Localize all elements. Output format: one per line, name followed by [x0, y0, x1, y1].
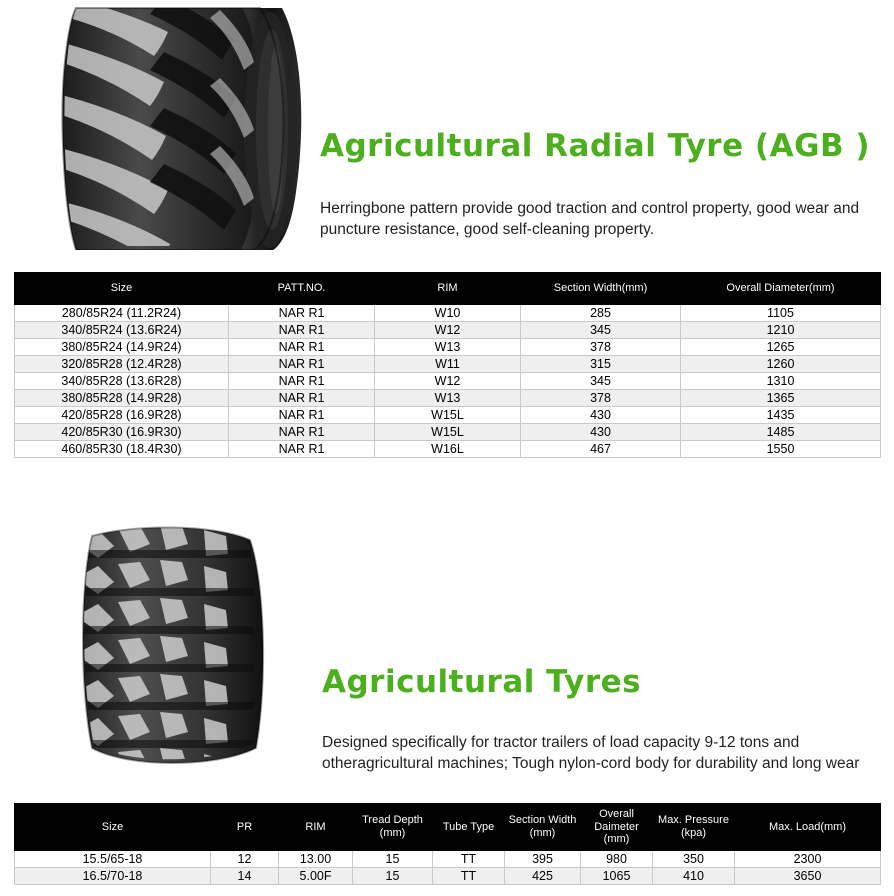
- cell-section-width: 430: [521, 424, 681, 441]
- cell-size: 15.5/65-18: [15, 850, 211, 867]
- cell-section-width: 378: [521, 390, 681, 407]
- cell-overall-diameter: 1105: [681, 305, 881, 322]
- cell-overall-diameter: 1550: [681, 441, 881, 458]
- cell-rim: W13: [375, 339, 521, 356]
- table-header-row: [15, 273, 881, 305]
- cell-size: 420/85R28 (16.9R28): [15, 407, 229, 424]
- cell-section-width: 378: [521, 339, 681, 356]
- cell-patt-no: NAR R1: [229, 407, 375, 424]
- table-row: [15, 356, 881, 373]
- col-max-load: Max. Load(mm): [735, 804, 881, 851]
- cell-size: 340/85R28 (13.6R28): [15, 373, 229, 390]
- cell-overall-diameter: 1435: [681, 407, 881, 424]
- cell-overall-diameter: 1265: [681, 339, 881, 356]
- cell-size: 280/85R24 (11.2R24): [15, 305, 229, 322]
- cell-pr: 12: [211, 850, 279, 867]
- cell-patt-no: NAR R1: [229, 373, 375, 390]
- cell-overall-diameter: 980: [581, 850, 653, 867]
- cell-section-width: 345: [521, 373, 681, 390]
- cell-max-load: 3650: [735, 867, 881, 884]
- table-row: [15, 373, 881, 390]
- cell-rim: W10: [375, 305, 521, 322]
- table-row: [15, 305, 881, 322]
- section-description-agb: Herringbone pattern provide good traction and control property, good wear and puncture resistance, good self-cleaning property.: [320, 200, 860, 239]
- table-row: [15, 424, 881, 441]
- col-tread-depth: Tread Depth (mm): [353, 804, 433, 851]
- col-rim: RIM: [279, 804, 353, 851]
- cell-rim: W12: [375, 322, 521, 339]
- cell-rim: W16L: [375, 441, 521, 458]
- cell-rim: W13: [375, 390, 521, 407]
- cell-section-width: 285: [521, 305, 681, 322]
- cell-section-width: 345: [521, 322, 681, 339]
- cell-tread-depth: 15: [353, 867, 433, 884]
- cell-patt-no: NAR R1: [229, 441, 375, 458]
- cell-overall-diameter: 1365: [681, 390, 881, 407]
- section-description-agricultural-tyres: Designed specifically for tractor trailers of load capacity 9-12 tons and otheragricultural machines; Tough nylon-cord body for durability and long wear: [322, 734, 860, 773]
- spec-table-agb: [14, 272, 881, 458]
- cell-patt-no: NAR R1: [229, 305, 375, 322]
- cell-patt-no: NAR R1: [229, 390, 375, 407]
- cell-size: 420/85R30 (16.9R30): [15, 424, 229, 441]
- col-size: Size: [15, 804, 211, 851]
- agricultural-radial-tyre-photo: [14, 2, 314, 250]
- cell-overall-diameter: 1065: [581, 867, 653, 884]
- col-pr: PR: [211, 804, 279, 851]
- table-row: [15, 407, 881, 424]
- col-overall-diameter: Overall Daimeter (mm): [581, 804, 653, 851]
- cell-overall-diameter: 1310: [681, 373, 881, 390]
- cell-tread-depth: 15: [353, 850, 433, 867]
- cell-overall-diameter: 1260: [681, 356, 881, 373]
- cell-rim: 13.00: [279, 850, 353, 867]
- cell-rim: W12: [375, 373, 521, 390]
- spec-table-agb-wrapper: [14, 272, 881, 458]
- cell-overall-diameter: 1210: [681, 322, 881, 339]
- cell-rim: W15L: [375, 407, 521, 424]
- cell-size: 340/85R24 (13.6R24): [15, 322, 229, 339]
- cell-size: 380/85R28 (14.9R28): [15, 390, 229, 407]
- cell-rim: 5.00F: [279, 867, 353, 884]
- col-max-pressure: Max. Pressure (kpa): [653, 804, 735, 851]
- table-row: [15, 441, 881, 458]
- cell-patt-no: NAR R1: [229, 339, 375, 356]
- cell-section-width: 467: [521, 441, 681, 458]
- col-rim: RIM: [375, 273, 521, 305]
- cell-patt-no: NAR R1: [229, 424, 375, 441]
- col-overall-diameter: Overall Diameter(mm): [681, 273, 881, 305]
- table-row: [15, 339, 881, 356]
- spec-table-agricultural-tyres: [14, 803, 881, 885]
- cell-tube-type: TT: [433, 867, 505, 884]
- cell-rim: W15L: [375, 424, 521, 441]
- col-tube-type: Tube Type: [433, 804, 505, 851]
- table-row: [15, 850, 881, 867]
- cell-section-width: 395: [505, 850, 581, 867]
- cell-section-width: 425: [505, 867, 581, 884]
- table-row: [15, 322, 881, 339]
- cell-max-pressure: 350: [653, 850, 735, 867]
- section-title-agricultural-tyres: Agricultural Tyres: [322, 664, 642, 700]
- col-section-width: Section Width (mm): [505, 804, 581, 851]
- cell-section-width: 315: [521, 356, 681, 373]
- cell-rim: W11: [375, 356, 521, 373]
- cell-section-width: 430: [521, 407, 681, 424]
- table-row: [15, 390, 881, 407]
- cell-patt-no: NAR R1: [229, 356, 375, 373]
- table-header-row: [15, 804, 881, 851]
- col-section-width: Section Width(mm): [521, 273, 681, 305]
- cell-max-load: 2300: [735, 850, 881, 867]
- cell-overall-diameter: 1485: [681, 424, 881, 441]
- cell-size: 380/85R24 (14.9R24): [15, 339, 229, 356]
- cell-tube-type: TT: [433, 850, 505, 867]
- spec-table-agricultural-tyres-wrapper: [14, 803, 881, 885]
- cell-size: 320/85R28 (12.4R28): [15, 356, 229, 373]
- table-row: [15, 867, 881, 884]
- cell-patt-no: NAR R1: [229, 322, 375, 339]
- col-size: Size: [15, 273, 229, 305]
- agricultural-tyre-photo: [14, 516, 314, 781]
- cell-size: 460/85R30 (18.4R30): [15, 441, 229, 458]
- cell-pr: 14: [211, 867, 279, 884]
- cell-size: 16.5/70-18: [15, 867, 211, 884]
- col-patt-no: PATT.NO.: [229, 273, 375, 305]
- section-title-agb: Agricultural Radial Tyre (AGB ): [320, 128, 871, 164]
- cell-max-pressure: 410: [653, 867, 735, 884]
